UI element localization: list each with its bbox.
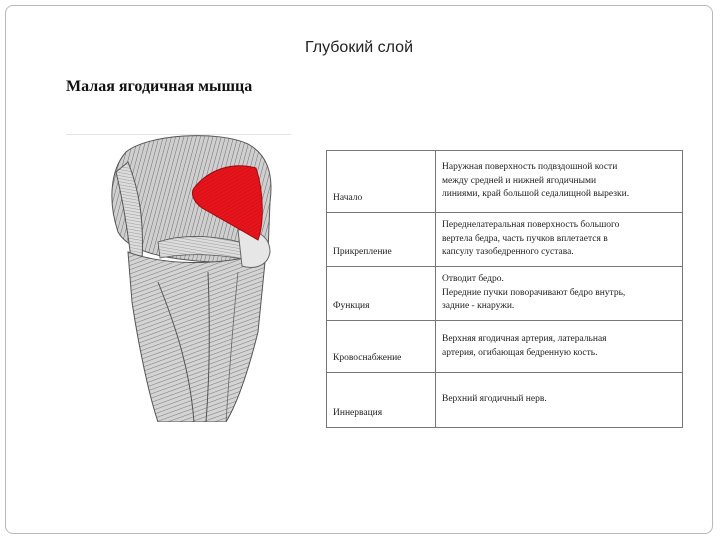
muscle-name-heading: Малая ягодичная мышца: [66, 78, 253, 95]
row-value-origin: [436, 151, 683, 213]
row-value-blood-supply: [436, 321, 683, 373]
row-label-innervation: Иннервация: [327, 373, 436, 428]
value-line: Переднелатеральная поверхность большого: [442, 219, 620, 230]
row-label-function: Функция: [327, 267, 436, 321]
muscle-info-table: [326, 150, 683, 428]
thigh-region: [128, 252, 266, 422]
table-row: [327, 213, 683, 267]
row-label-origin: Начало: [327, 151, 436, 213]
row-value-insertion: [436, 213, 683, 267]
table-row: [327, 373, 683, 428]
value-line: Верхняя ягодичная артерия, латеральная: [442, 333, 607, 344]
value-line: линиями, край большой седалищной вырезки.: [442, 189, 630, 200]
slide-title: Глубокий слой: [304, 39, 413, 56]
value-line: капсулу тазобедренного сустава.: [442, 247, 574, 258]
value-line: задние - кнаружи.: [442, 301, 515, 312]
row-label-blood-supply: Кровоснабжение: [327, 321, 436, 373]
table-row: [327, 267, 683, 321]
value-line: Отводит бедро.: [442, 273, 504, 284]
value-line: Наружная поверхность подвздошной кости: [442, 161, 618, 172]
anatomy-illustration: [98, 132, 278, 422]
table-row: [327, 151, 683, 213]
value-line: между средней и нижней ягодичными: [442, 175, 597, 186]
table-row: [327, 321, 683, 373]
row-label-insertion: Прикрепление: [327, 213, 436, 267]
value-line: Передние пучки поворачивают бедро внутрь,: [442, 287, 626, 298]
row-value-innervation: [436, 373, 683, 428]
value-line: Верхний ягодичный нерв.: [442, 394, 547, 405]
value-line: артерия, огибающая бедренную кость.: [442, 347, 598, 358]
row-value-function: [436, 267, 683, 321]
value-line: вертела бедра, часть пучков вплетается в: [442, 233, 608, 244]
